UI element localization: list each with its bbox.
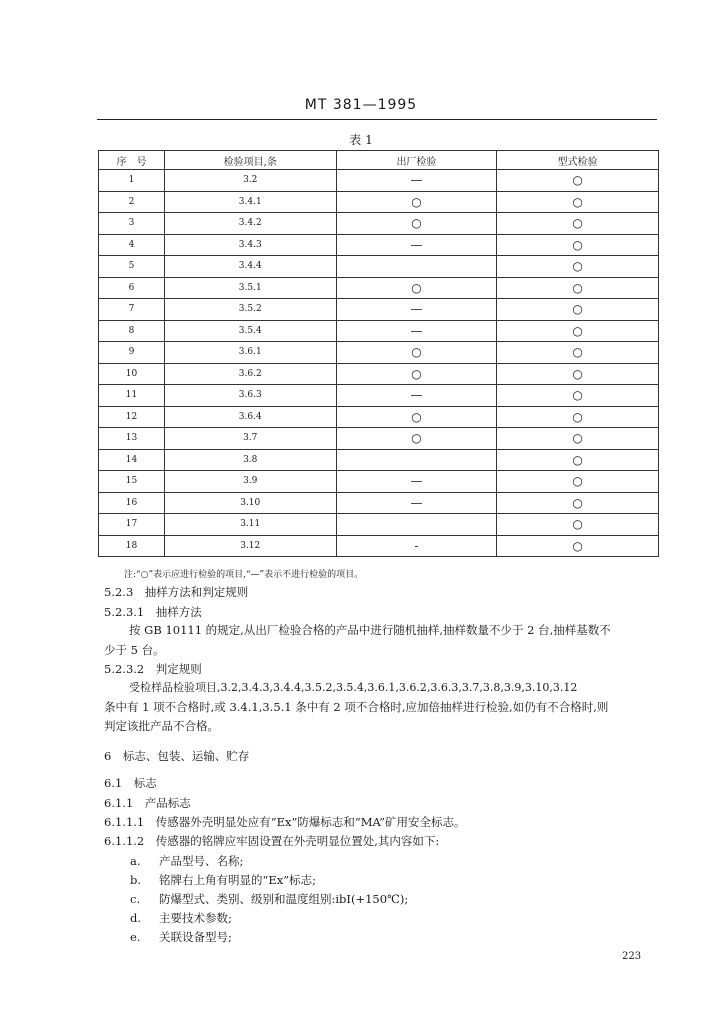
section-6-1-1-heading: 6.1.1 产品标志 xyxy=(104,796,191,810)
row-number-cell: 10 xyxy=(99,363,165,385)
factory-inspection-cell: — xyxy=(336,385,497,407)
inspection-item-cell: 3.4.1 xyxy=(164,191,336,213)
type-inspection-cell: ○ xyxy=(497,213,659,235)
table-row xyxy=(99,213,659,235)
factory-inspection-cell: ○ xyxy=(336,428,497,450)
row-number-cell: 3 xyxy=(99,213,165,235)
inspection-item-cell: 3.9 xyxy=(164,471,336,493)
row-number-cell: 16 xyxy=(99,492,165,514)
row-number-cell: 5 xyxy=(99,256,165,278)
row-number-cell: 18 xyxy=(99,535,165,557)
factory-inspection-cell: ○ xyxy=(336,342,497,364)
list-item-text: 主要技术参数; xyxy=(159,911,232,925)
paragraph-judgement-line-1: 受检样品检验项目,3.2,3.4.3,3.4.4,3.5.2,3.5.4,3.6.1,3.6.2,3.6.3,3.7,3.8,3.9,3.10,3.12 xyxy=(129,681,578,694)
page-header-title: MT 381—1995 xyxy=(304,97,418,113)
header-rule xyxy=(97,119,657,120)
section-5-2-3-heading: 5.2.3 抽样方法和判定规则 xyxy=(104,585,249,599)
table-header-row xyxy=(99,151,659,170)
factory-inspection-cell xyxy=(336,514,497,536)
table-row xyxy=(99,363,659,385)
section-6-1-1-1-text: 6.1.1.1 传感器外壳明显处应有“Ex”防爆标志和“MA”矿用安全标志。 xyxy=(104,815,466,829)
table-row xyxy=(99,256,659,278)
factory-inspection-cell xyxy=(336,256,497,278)
inspection-item-cell: 3.8 xyxy=(164,449,336,471)
inspection-item-cell: 3.4.3 xyxy=(164,234,336,256)
list-item-text: 产品型号、名称; xyxy=(159,854,244,868)
list-item-text: 关联设备型号; xyxy=(159,930,232,944)
table-row xyxy=(99,514,659,536)
factory-inspection-cell: — xyxy=(336,492,497,514)
inspection-item-cell: 3.5.1 xyxy=(164,277,336,299)
column-header: 序 号 xyxy=(99,151,165,170)
type-inspection-cell: ○ xyxy=(497,385,659,407)
row-number-cell: 6 xyxy=(99,277,165,299)
inspection-item-cell: 3.6.1 xyxy=(164,342,336,364)
list-item-label: b. xyxy=(130,873,142,887)
column-header: 型式检验 xyxy=(497,151,659,170)
factory-inspection-cell: ○ xyxy=(336,277,497,299)
factory-inspection-cell: ○ xyxy=(336,213,497,235)
inspection-item-cell: 3.11 xyxy=(164,514,336,536)
row-number-cell: 7 xyxy=(99,299,165,321)
column-header: 检验项目,条 xyxy=(164,151,336,170)
paragraph-judgement-line-2: 条中有 1 项不合格时,或 3.4.1,3.5.1 条中有 2 项不合格时,应加倍抽样进行检验,如仍有不合格时,则 xyxy=(104,700,609,714)
table-note: 注:“○”表示应进行检验的项目,“—”表示不进行检验的项目。 xyxy=(124,570,364,580)
section-6-1-heading: 6.1 标志 xyxy=(104,776,157,790)
inspection-item-cell: 3.12 xyxy=(164,535,336,557)
list-item-label: c. xyxy=(130,892,141,906)
page-number: 223 xyxy=(622,951,642,962)
type-inspection-cell: ○ xyxy=(497,514,659,536)
table-row xyxy=(99,277,659,299)
type-inspection-cell: ○ xyxy=(497,234,659,256)
inspection-item-cell: 3.4.2 xyxy=(164,213,336,235)
factory-inspection-cell: ○ xyxy=(336,363,497,385)
table-row xyxy=(99,191,659,213)
row-number-cell: 15 xyxy=(99,471,165,493)
inspection-table xyxy=(98,150,659,557)
list-item-label: d. xyxy=(130,911,142,925)
section-6-1-1-2-text: 6.1.1.2 传感器的铭牌应牢固设置在外壳明显位置处,其内容如下: xyxy=(104,834,440,848)
table-row xyxy=(99,449,659,471)
type-inspection-cell: ○ xyxy=(497,277,659,299)
list-item-text: 防爆型式、类别、级别和温度组别:ibI(+150℃); xyxy=(159,892,409,906)
factory-inspection-cell: - xyxy=(336,535,497,557)
inspection-item-cell: 3.10 xyxy=(164,492,336,514)
paragraph-judgement-line-3: 判定该批产品不合格。 xyxy=(104,719,219,733)
table-row xyxy=(99,428,659,450)
row-number-cell: 11 xyxy=(99,385,165,407)
factory-inspection-cell xyxy=(336,449,497,471)
inspection-item-cell: 3.6.4 xyxy=(164,406,336,428)
table-row xyxy=(99,234,659,256)
type-inspection-cell: ○ xyxy=(497,299,659,321)
type-inspection-cell: ○ xyxy=(497,342,659,364)
factory-inspection-cell: — xyxy=(336,234,497,256)
row-number-cell: 12 xyxy=(99,406,165,428)
factory-inspection-cell: ○ xyxy=(336,406,497,428)
row-number-cell: 8 xyxy=(99,320,165,342)
row-number-cell: 17 xyxy=(99,514,165,536)
type-inspection-cell: ○ xyxy=(497,535,659,557)
inspection-item-cell: 3.5.2 xyxy=(164,299,336,321)
paragraph-sampling-line-2: 少于 5 台。 xyxy=(104,643,165,657)
type-inspection-cell: ○ xyxy=(497,320,659,342)
section-5-2-3-2-heading: 5.2.3.2 判定规则 xyxy=(104,662,202,676)
table-row xyxy=(99,320,659,342)
inspection-item-cell: 3.7 xyxy=(164,428,336,450)
type-inspection-cell: ○ xyxy=(497,363,659,385)
table-row xyxy=(99,299,659,321)
factory-inspection-cell: — xyxy=(336,299,497,321)
row-number-cell: 14 xyxy=(99,449,165,471)
table-row xyxy=(99,535,659,557)
row-number-cell: 4 xyxy=(99,234,165,256)
factory-inspection-cell: — xyxy=(336,320,497,342)
table-row xyxy=(99,492,659,514)
type-inspection-cell: ○ xyxy=(497,471,659,493)
factory-inspection-cell: — xyxy=(336,471,497,493)
type-inspection-cell: ○ xyxy=(497,406,659,428)
column-header: 出厂检验 xyxy=(336,151,497,170)
type-inspection-cell: ○ xyxy=(497,191,659,213)
list-item-text: 铭牌右上角有明显的“Ex”标志; xyxy=(159,873,317,887)
factory-inspection-cell: — xyxy=(336,170,497,192)
table-row xyxy=(99,342,659,364)
row-number-cell: 1 xyxy=(99,170,165,192)
table-row xyxy=(99,406,659,428)
type-inspection-cell: ○ xyxy=(497,428,659,450)
type-inspection-cell: ○ xyxy=(497,256,659,278)
factory-inspection-cell: ○ xyxy=(336,191,497,213)
row-number-cell: 9 xyxy=(99,342,165,364)
inspection-item-cell: 3.4.4 xyxy=(164,256,336,278)
row-number-cell: 13 xyxy=(99,428,165,450)
row-number-cell: 2 xyxy=(99,191,165,213)
list-item-label: e. xyxy=(130,930,141,944)
section-6-heading: 6 标志、包装、运输、贮存 xyxy=(104,749,250,763)
inspection-item-cell: 3.5.4 xyxy=(164,320,336,342)
table-caption: 表 1 xyxy=(349,133,373,147)
table-row xyxy=(99,170,659,192)
paragraph-sampling-line-1: 按 GB 10111 的规定,从出厂检验合格的产品中进行随机抽样,抽样数量不少于 2 台,抽样基数不 xyxy=(129,623,611,637)
type-inspection-cell: ○ xyxy=(497,449,659,471)
list-item-label: a. xyxy=(130,854,141,868)
section-5-2-3-1-heading: 5.2.3.1 抽样方法 xyxy=(104,605,202,619)
table-row xyxy=(99,385,659,407)
table-row xyxy=(99,471,659,493)
inspection-item-cell: 3.2 xyxy=(164,170,336,192)
type-inspection-cell: ○ xyxy=(497,170,659,192)
inspection-item-cell: 3.6.3 xyxy=(164,385,336,407)
inspection-item-cell: 3.6.2 xyxy=(164,363,336,385)
type-inspection-cell: ○ xyxy=(497,492,659,514)
